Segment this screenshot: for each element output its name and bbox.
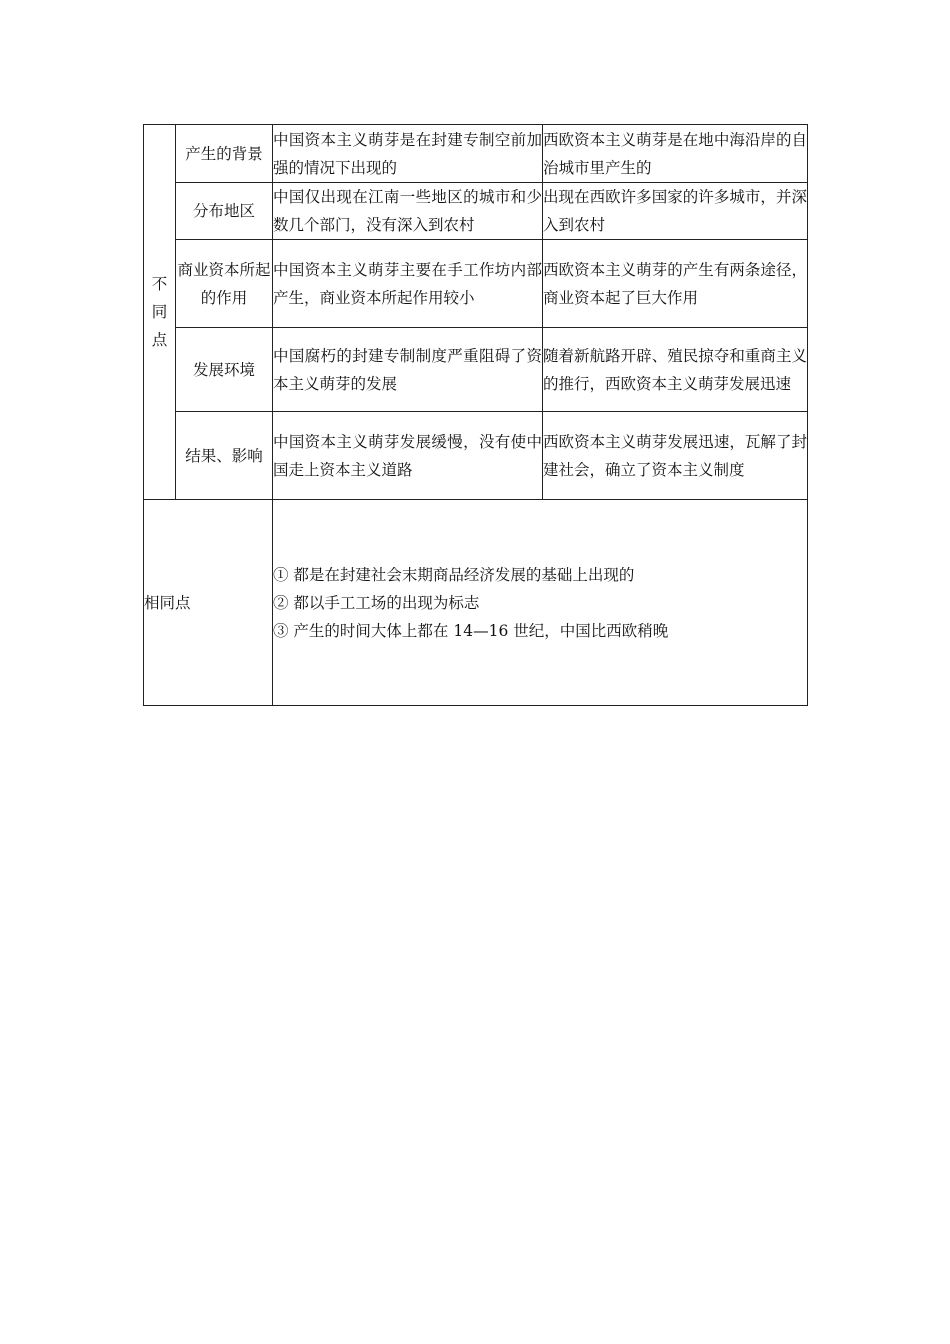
europe-cell: 西欧资本主义萌芽的产生有两条途径，商业资本起了巨大作用 (543, 240, 808, 328)
aspect-cell: 结果、影响 (176, 412, 273, 500)
aspect-cell: 产生的背景 (176, 125, 273, 183)
similarity-point: ② 都以手工工场的出现为标志 (273, 593, 480, 612)
china-cell: 中国资本主义萌芽主要在手工作坊内部产生，商业资本所起作用较小 (273, 240, 543, 328)
similarities-cell (273, 500, 808, 706)
table-row-similarities (144, 500, 808, 706)
similarity-point: ① 都是在封建社会末期商品经济发展的基础上出现的 (273, 565, 635, 584)
china-cell: 中国资本主义萌芽是在封建专制空前加强的情况下出现的 (273, 125, 543, 183)
similarity-point: ③ 产生的时间大体上都在 14—16 世纪，中国比西欧稍晚 (273, 621, 669, 640)
table-row (144, 125, 808, 183)
table-row (144, 183, 808, 240)
comparison-table (143, 124, 808, 706)
china-cell: 中国资本主义萌芽发展缓慢，没有使中国走上资本主义道路 (273, 412, 543, 500)
china-cell: 中国仅出现在江南一些地区的城市和少数几个部门，没有深入到农村 (273, 183, 543, 240)
europe-cell: 出现在西欧许多国家的许多城市，并深入到农村 (543, 183, 808, 240)
europe-cell: 随着新航路开辟、殖民掠夺和重商主义的推行，西欧资本主义萌芽发展迅速 (543, 328, 808, 412)
differences-group-label: 不同点 (144, 125, 176, 500)
aspect-cell: 商业资本所起的作用 (176, 240, 273, 328)
aspect-cell: 分布地区 (176, 183, 273, 240)
table-row (144, 328, 808, 412)
table-row (144, 240, 808, 328)
europe-cell: 西欧资本主义萌芽发展迅速，瓦解了封建社会，确立了资本主义制度 (543, 412, 808, 500)
aspect-cell: 发展环境 (176, 328, 273, 412)
europe-cell: 西欧资本主义萌芽是在地中海沿岸的自治城市里产生的 (543, 125, 808, 183)
similarities-label: 相同点 (144, 500, 273, 706)
china-cell: 中国腐朽的封建专制制度严重阻碍了资本主义萌芽的发展 (273, 328, 543, 412)
table-row (144, 412, 808, 500)
